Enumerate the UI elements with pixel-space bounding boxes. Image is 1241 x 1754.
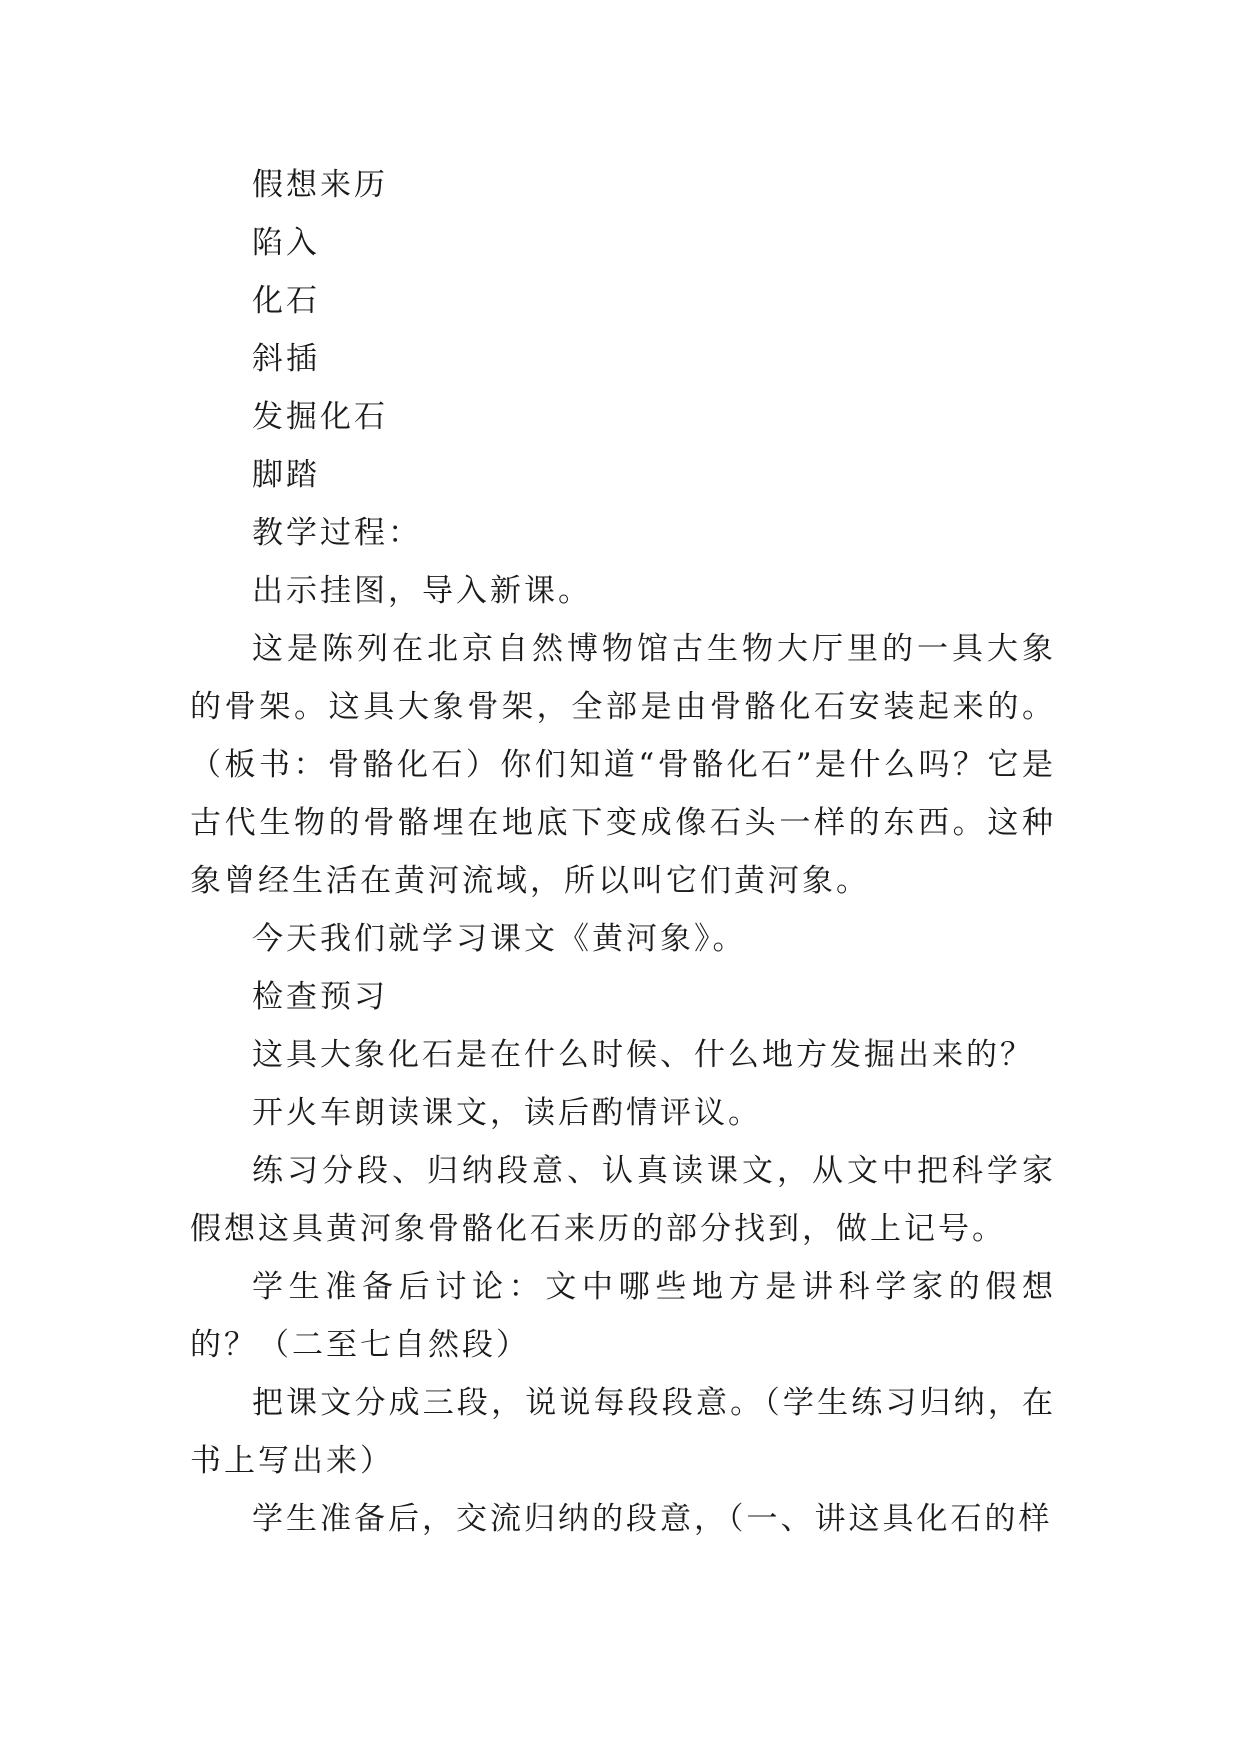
section-heading-process: 教学过程： bbox=[252, 515, 422, 551]
paragraph-word-4: 斜插 bbox=[252, 341, 320, 377]
paragraph-word-6: 脚踏 bbox=[252, 457, 320, 493]
paragraph-word-5: 发掘化石 bbox=[252, 399, 388, 435]
paragraph-exchange: 学生准备后，交流归纳的段意，（一、讲这具化石的样 bbox=[252, 1501, 1053, 1537]
paragraph-word-3: 化石 bbox=[252, 283, 320, 319]
document-page bbox=[190, 156, 1056, 1548]
paragraph-word-2: 陷入 bbox=[252, 225, 320, 261]
paragraph-reading: 开火车朗读课文，读后酌情评议。 bbox=[252, 1095, 762, 1131]
paragraph-intro-text: 这是陈列在北京自然博物馆古生物大厅里的一具大象的骨架。这具大象骨架，全部是由骨骼化石安装起来的。（板书：骨骼化石）你们知道“骨骼化石”是什么吗？它是古代生物的骨骼埋在地底下变成像石头一样的东西。这种象曾经生活在黄河流域，所以叫它们黄河象。 bbox=[190, 631, 1056, 899]
paragraph-question: 这具大象化石是在什么时候、什么地方发掘出来的？ bbox=[252, 1037, 1034, 1073]
paragraph-word-1: 假想来历 bbox=[252, 167, 388, 203]
paragraph-step-intro: 出示挂图，导入新课。 bbox=[252, 573, 592, 609]
paragraph-discussion: 学生准备后讨论：文中哪些地方是讲科学家的假想的？（二至七自然段） bbox=[190, 1269, 1056, 1363]
paragraph-today: 今天我们就学习课文《黄河象》。 bbox=[252, 921, 747, 957]
paragraph-three-sections: 把课文分成三段，说说每段段意。（学生练习归纳，在书上写出来） bbox=[190, 1385, 1056, 1479]
paragraph-step-check: 检查预习 bbox=[252, 979, 388, 1015]
paragraph-segmenting: 练习分段、归纳段意、认真读课文，从文中把科学家假想这具黄河象骨骼化石来历的部分找到，做上记号。 bbox=[190, 1153, 1056, 1247]
